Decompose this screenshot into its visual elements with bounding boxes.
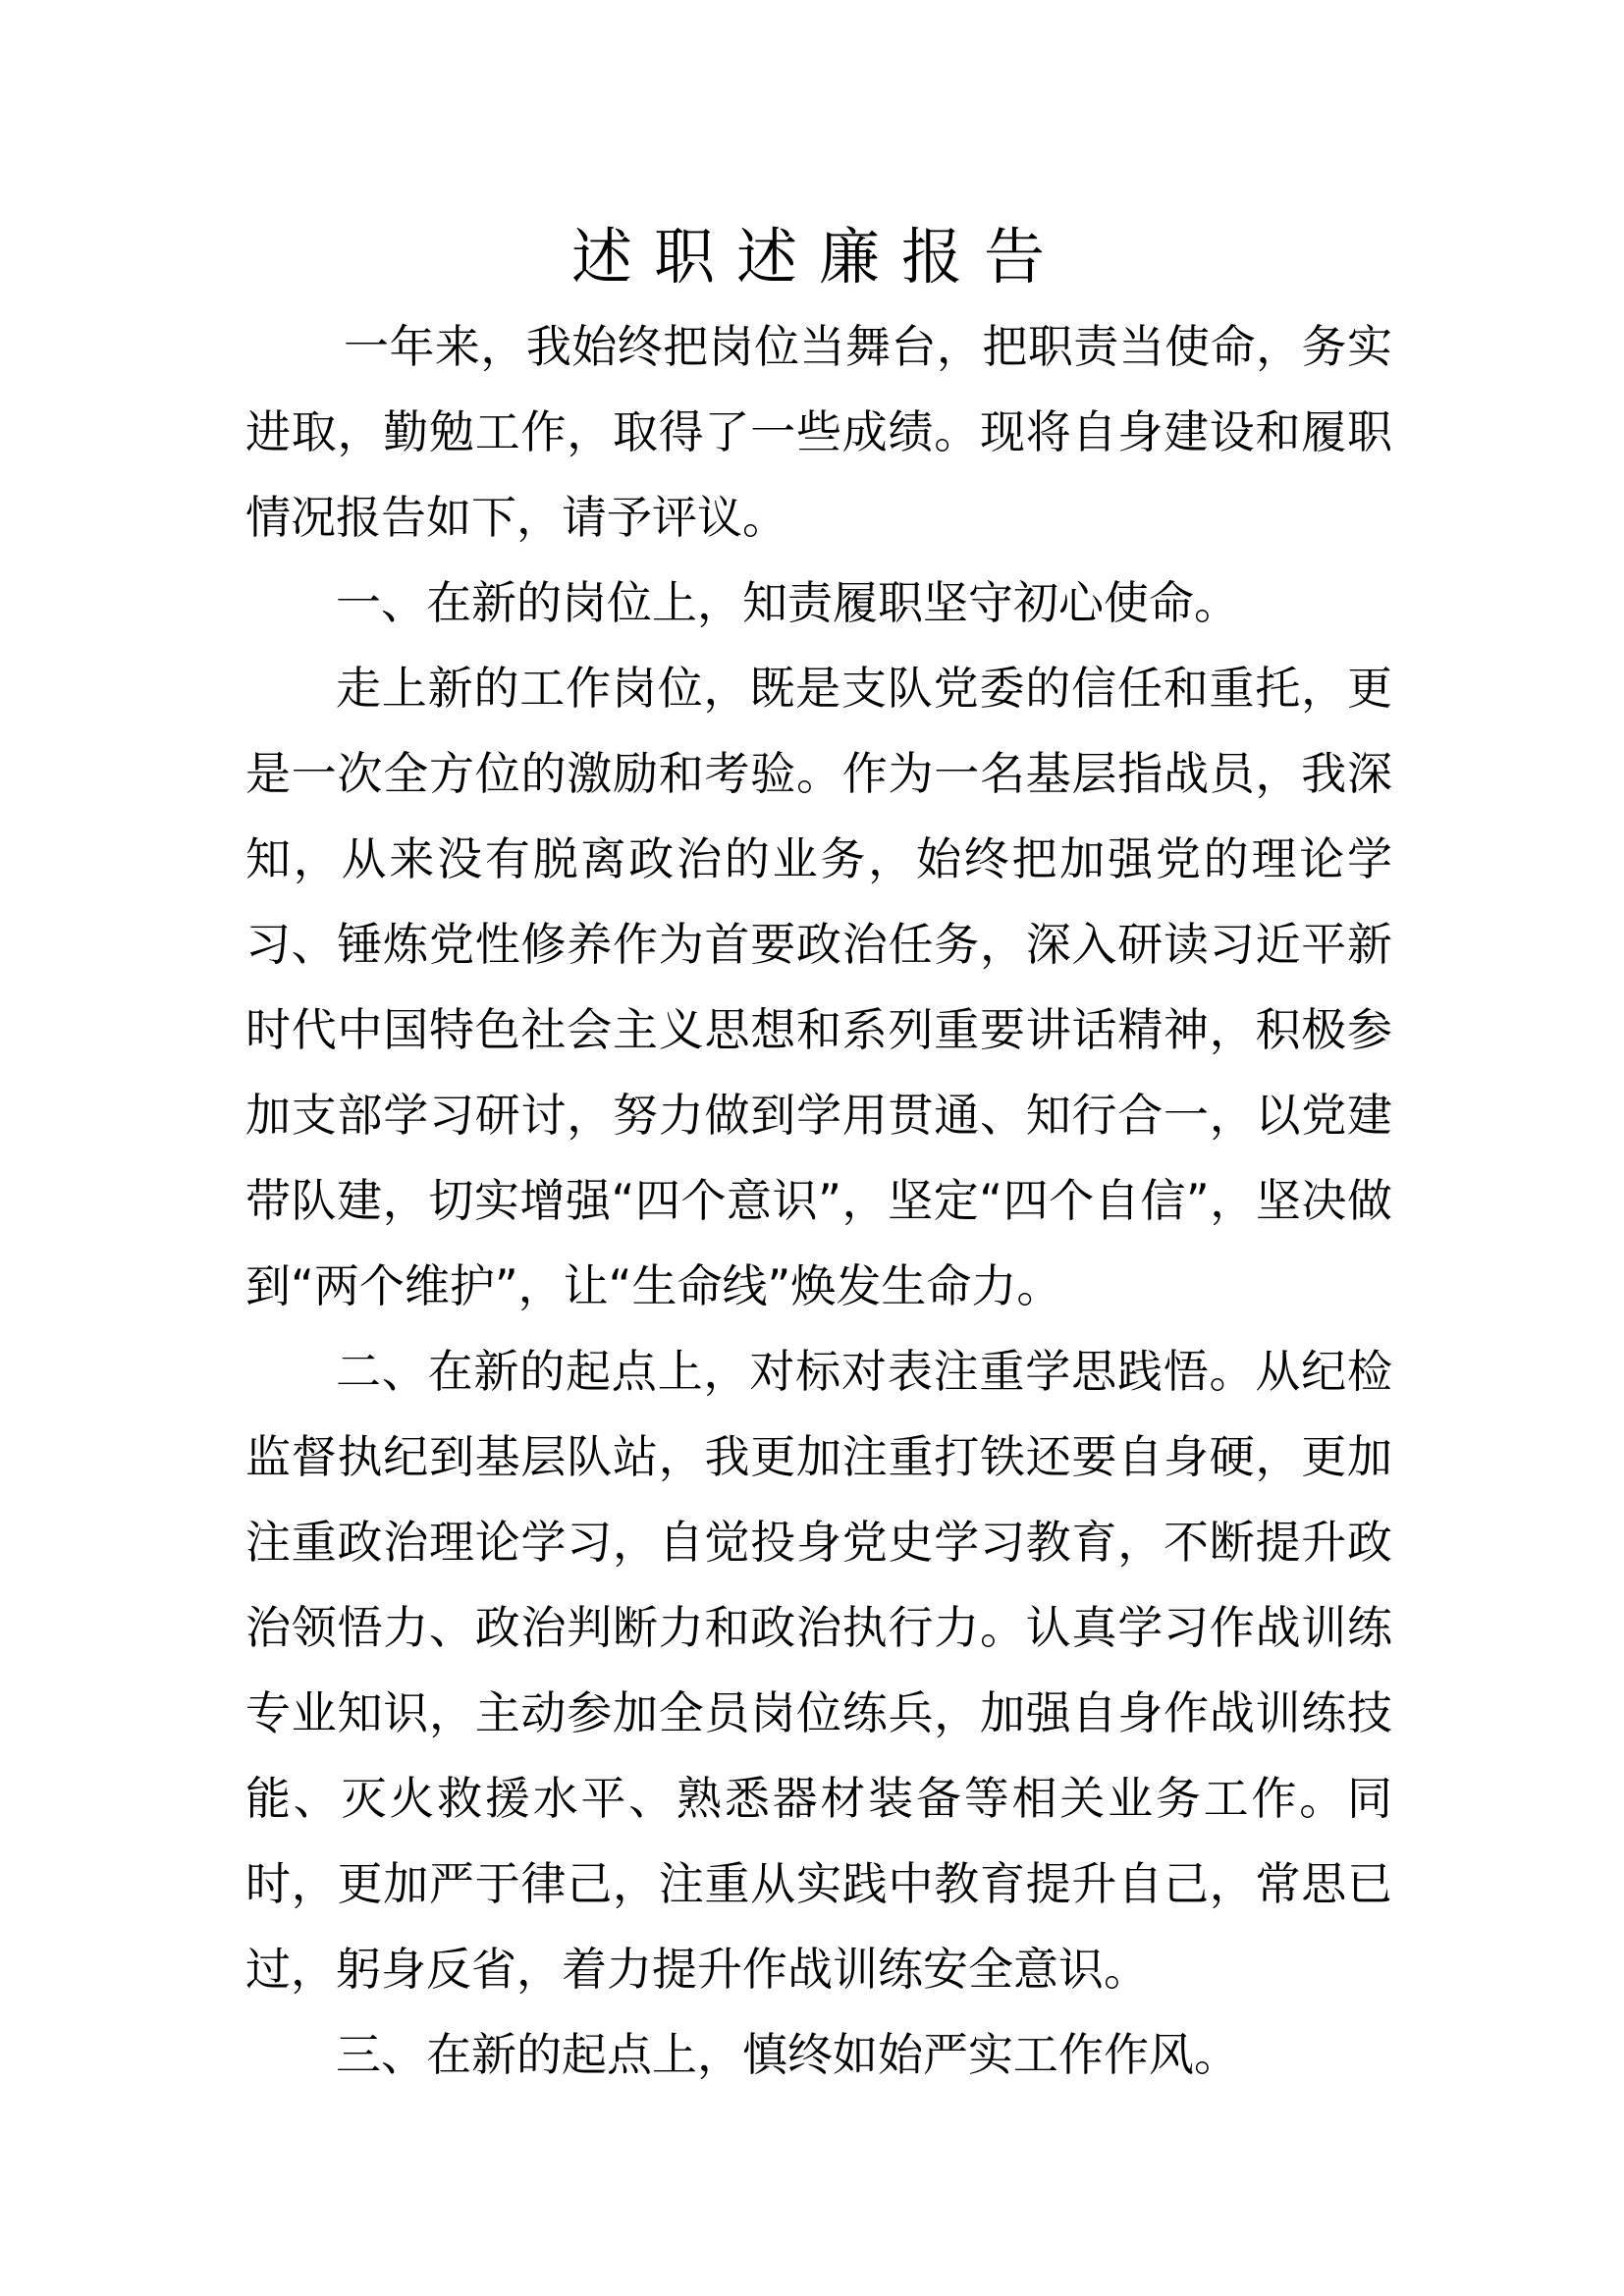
section-1-paragraph: 走上新的工作岗位，既是支队党委的信任和重托，更是一次全方位的激励和考验。作为一名基层指战员，我深知，从来没有脱离政治的业务，始终把加强党的理论学习、锤炼党性修养作为首要政治任务，深入研读习近平新时代中国特色社会主义思想和系列重要讲话精神，积极参加支部学习研讨，努力做到学用贯通、知行合一，以党建带队建，切实增强“四个意识”，坚定“四个自信”，坚决做到“两个维护”，让“生命线”焕发生命力。 [245,662,1392,1312]
document-body [245,304,1392,2098]
document-title: 述职述廉报告 [570,221,1066,293]
section-heading-1: 一、在新的岗位上，知责履职坚守初心使命。 [336,576,1239,629]
section-2-paragraph: 二、在新的起点上，对标对表注重学思践悟。从纪检监督执纪到基层队站，我更加注重打铁还要自身硬，更加注重政治理论学习，自觉投身党史学习教育，不断提升政治领悟力、政治判断力和政治执行力。认真学习作战训练专业知识，主动参加全员岗位练兵，加强自身作战训练技能、灭火救援水平、熟悉器材装备等相关业务工作。同时，更加严于律己，注重从实践中教育提升自己，常思已过，躬身反省，着力提升作战训练安全意识。 [245,1345,1392,1996]
section-heading-3: 三、在新的起点上，慎终如始严实工作作风。 [336,2028,1239,2081]
intro-paragraph: 一年来，我始终把岗位当舞台，把职责当使命，务实进取，勤勉工作，取得了一些成绩。现将自身建设和履职情况报告如下，请予评议。 [245,320,1392,544]
